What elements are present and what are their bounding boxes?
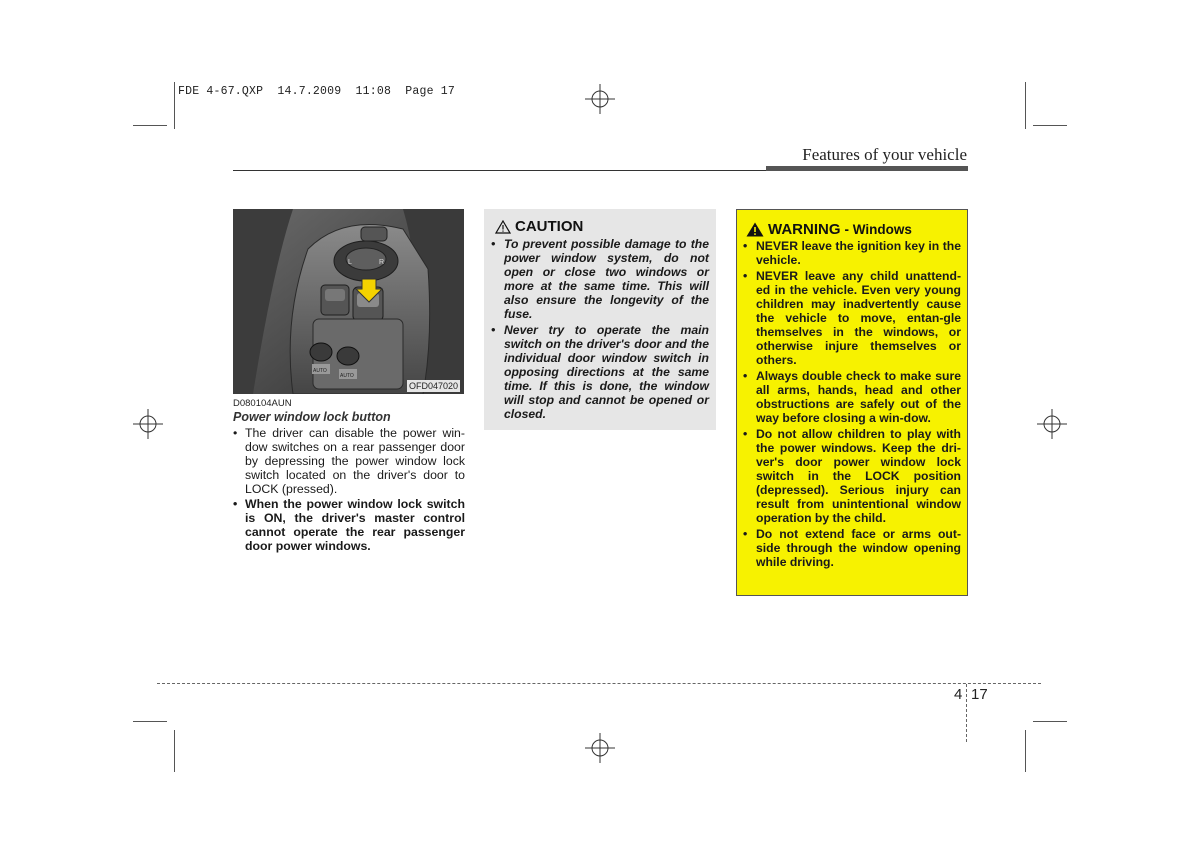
caution-heading [495,218,583,235]
warning-box [736,209,968,596]
trim-mark [133,125,167,126]
warning-list [743,239,961,571]
trim-mark [174,82,175,129]
photo-caption: OFD047020 [408,381,458,391]
list-item-text: When the power window lock switch is ON, the driver's master control cannot operate the rear passenger door power windows. [245,497,465,553]
registration-mark-icon [1037,409,1067,439]
lock-button-bullets [233,426,465,554]
list-item: • NEVER leave the ignition key in the vehicle. [743,239,961,267]
list-item-text: NEVER leave any child unattend-ed in the vehicle. Even very young children may inadvertently cause the vehicle to move, entan-gle themselves in the windows, or otherwise injure themselves or others. [756,269,961,367]
auto-label-2: AUTO [340,373,354,379]
caution-box [484,209,716,430]
list-item-text: Do not extend face or arms out-side through the window opening while driving. [756,527,961,569]
footer-rule [157,683,1041,684]
warning-triangle-icon [746,222,764,237]
list-item-text: Never try to operate the main switch on the driver's door and the individual door window switch in opposing directions at the same time. If this is done, the window will stop and cannot be opened or closed. [504,323,709,421]
list-item-text: NEVER leave the ignition key in the vehicle. [756,239,961,267]
slug-time: 11:08 [355,85,392,98]
door-switch-photo [233,209,464,394]
section-code: D080104AUN [233,398,292,409]
trim-mark [1025,730,1026,772]
registration-mark-icon [585,733,615,763]
warning-title: WARNING [768,221,841,238]
section-subheading: Power window lock button [233,410,391,424]
auto-label-1: AUTO [313,368,327,374]
warning-subtitle: - Windows [844,222,912,237]
print-slug [178,85,455,98]
list-item: • Do not extend face or arms out-side through the window opening while driving. [743,527,961,569]
page-number-divider [966,684,967,742]
list-item: • To prevent possible damage to the power window system, do not open or close two windows or more at the same time. This will also ensure the longevity of the fuse. [491,237,709,321]
caution-triangle-icon [495,220,511,234]
trim-mark [1033,721,1067,722]
list-item: • NEVER leave any child unattend-ed in the vehicle. Even very young children may inadvertently cause the vehicle to move, entan-gle themselves in the windows, or otherwise injure themselves or others. [743,269,961,367]
slug-page: Page 17 [405,85,455,98]
page-number: 17 [971,686,988,703]
trim-mark [133,721,167,722]
trim-mark [1033,125,1067,126]
list-item: • Always double check to make sure all arms, hands, head and other obstructions are safely out of the way before closing a win-dow. [743,369,961,425]
list-item-text: To prevent possible damage to the power window system, do not open or close two windows or more at the same time. This will also ensure the longevity of the fuse. [504,237,709,321]
list-item: • The driver can disable the power win-dow switches on a rear passenger door by depressing the power window lock switch located on the driver's door to LOCK (pressed). [233,426,465,496]
mirror-left-label: L [348,259,352,266]
caution-list [491,237,709,423]
slug-file: FDE 4-67.QXP [178,85,264,98]
list-item-text: The driver can disable the power win-dow switches on a rear passenger door by depressing the power window lock switch located on the driver's door to LOCK (pressed). [245,426,465,496]
mirror-right-label: R [379,259,385,266]
slug-date: 14.7.2009 [277,85,342,98]
trim-mark [174,730,175,772]
list-item: • Never try to operate the main switch on the driver's door and the individual door window switch in opposing directions at the same time. If this is done, the window will stop and cannot be opened or closed. [491,323,709,421]
list-item-text: Do not allow children to play with the power windows. Keep the dri-ver's door power window lock switch in the LOCK position (depressed). Serious injury can result from unintentional window operation by the child. [756,427,961,525]
registration-mark-icon [585,84,615,114]
warning-heading [746,221,912,238]
registration-mark-icon [133,409,163,439]
header-bar [766,166,968,171]
list-item: • When the power window lock switch is ON, the driver's master control cannot operate the rear passenger door power windows. [233,497,465,553]
list-item: • Do not allow children to play with the power windows. Keep the dri-ver's door power window lock switch in the LOCK position (depressed). Serious injury can result from unintentional window operation by the child. [743,427,961,525]
header-rule [233,170,767,171]
trim-mark [1025,82,1026,129]
door-panel-illustration [233,209,464,394]
caution-title: CAUTION [515,218,584,235]
section-title: Features of your vehicle [802,145,967,164]
list-item-text: Always double check to make sure all arms, hands, head and other obstructions are safely out of the way before closing a win-dow. [756,369,961,425]
chapter-number: 4 [954,686,963,703]
